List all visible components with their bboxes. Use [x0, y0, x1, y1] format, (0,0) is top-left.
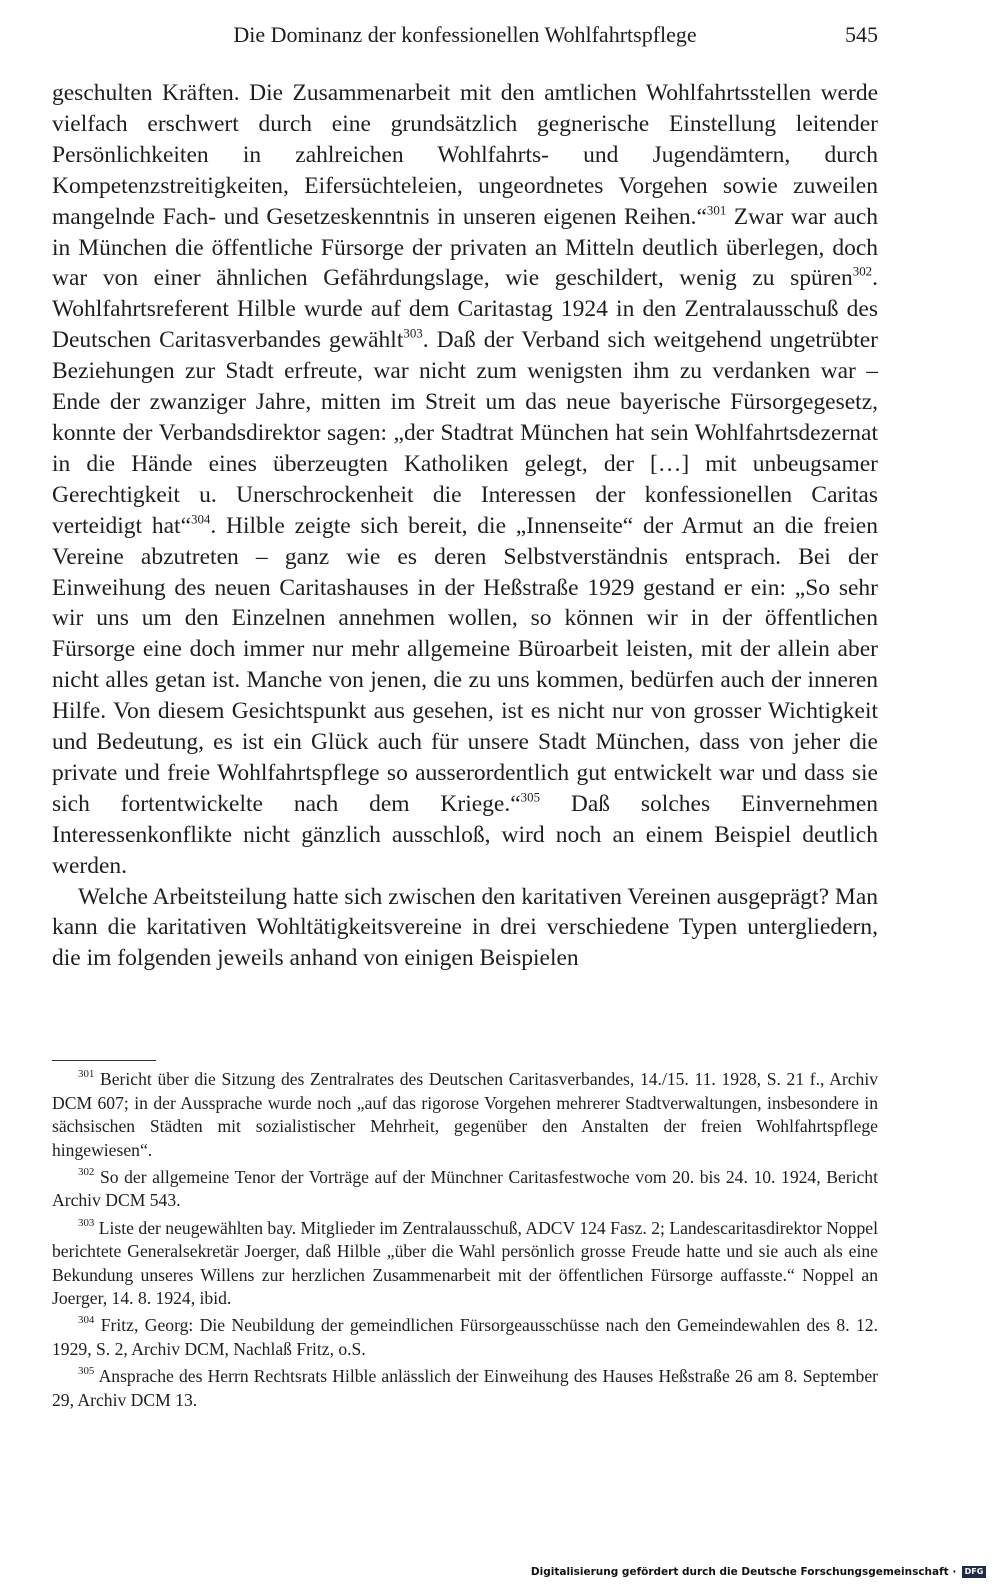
running-title: Die Dominanz der konfessionellen Wohlfahrtspflege [233, 22, 697, 47]
text-run: . Wohlfahrtsreferent Hilble wurde auf dem Caritastag 1924 in den Zentralausschuß des Deutschen Caritasverbandes gewählt [52, 265, 878, 354]
dfg-logo-icon: DFG [962, 1566, 986, 1578]
text-run: Daß solches Einvernehmen Interessenkonflikte nicht gänzlich ausschloß, wird noch an einem Beispiel deutlich werden. [52, 790, 878, 879]
footnote-number: 305 [78, 1365, 95, 1378]
footnote-number: 304 [78, 1314, 95, 1327]
footnote-303 [52, 1217, 878, 1311]
footnote-number: 303 [78, 1216, 95, 1229]
page-header [52, 18, 878, 52]
text-run: Zwar war auch in München die öffentliche Fürsorge der privaten an Mitteln deutlich überlegen, doch war von einer ähnlichen Gefährdungslage, wie geschildert, wenig zu spüren [52, 203, 878, 292]
footnote-divider [52, 1060, 156, 1061]
credit-text: Digitalisierung gefördert durch die Deutsche Forschungsgemeinschaft · [530, 1566, 957, 1578]
paragraph-2: Welche Arbeitsteilung hatte sich zwischen den karitativen Vereinen ausgeprägt? Man kann die karitativen Wohltätigkeitsvereine in drei verschiedene Typen untergliedern, die im folgenden jeweils anhand von einigen Beispielen [52, 883, 878, 972]
page-number: 545 [845, 22, 878, 47]
text-run: geschulten Kräften. Die Zusammenarbeit mit den amtlichen Wohlfahrtsstellen werde vielfach erschwert durch eine grundsätzlich gegnerische Einstellung leitender Persönlichkeiten in zahlreichen Wohlfahrts- und Jugendämtern, durch Kompetenzstreitigkeiten, Eifersüchteleien, ungeordnetes Vorgehen sowie zuweilen mangelnde Fach- und Gesetzeskenntnis in unseren eigenen Reihen.“ [52, 80, 878, 230]
footnote-text: Ansprache des Herrn Rechtsrats Hilble anlässlich der Einweihung des Hauses Heßstraße 26 am 8. September 29, Archiv DCM 13. [52, 1366, 878, 1410]
footnote-text: Liste der neugewählten bay. Mitglieder im Zentralausschuß, ADCV 124 Fasz. 2; Landescaritasdirektor Noppel berichtete Generalsekretär Joerger, daß Hilble „über die Wahl persönlich grosse Freude hatte und sie auch als eine Bekundung unseres Willens zur herzlichen Zusammenarbeit mit der öffentlichen Fürsorge auffasste.“ Noppel an Joerger, 14. 8. 1924, ibid. [52, 1217, 878, 1309]
footnote-ref-301: 301 [706, 202, 727, 218]
text-run: . Hilble zeigte sich bereit, die „Innenseite“ der Armut an die freien Vereine abzutreten – ganz wie es deren Selbstverständnis entsprach. Bei der Einweihung des neuen Caritashauses in der Heßstraße 1929 gestand er ein: „So sehr wir uns um den Einzelnen annehmen wollen, so können wir in der öffentlichen Fürsorge eine doch immer nur mehr allgemeine Büroarbeit leisten, mit der allein aber nicht alles getan ist. Manche von jenen, die zu uns kommen, bedürfen auch der inneren Hilfe. Von diesem Gesichtspunkt aus gesehen, ist es nicht nur von grosser Wichtigkeit und Bedeutung, es ist ein Glück auch für unsere Stadt München, dass von jeher die private und freie Wohlfahrtspflege so ausserordentlich gut entwickelt war und dass sie sich fortentwickelte nach dem Kriege.“ [52, 512, 878, 817]
footnote-302 [52, 1166, 878, 1213]
digitization-credit [531, 1564, 986, 1580]
footnote-ref-304: 304 [191, 511, 211, 527]
footnote-ref-305: 305 [520, 789, 541, 805]
footnote-305 [52, 1365, 878, 1412]
footnote-text: Bericht über die Sitzung des Zentralrates des Deutschen Caritasverbandes, 14./15. 11. 1928, S. 21 f., Archiv DCM 607; in der Aussprache wurde noch „auf das rigorose Vorgehen mehrerer Stadtverwaltungen, insbesondere in sächsischen Städten mit sozialistischer Mehrheit, gegenüber den Anstalten der freien Wohlfahrtspflege hingewiesen“. [52, 1069, 878, 1160]
footnote-text: Fritz, Georg: Die Neubildung der gemeindlichen Fürsorgeausschüsse nach den Gemeindewahlen des 8. 12. 1929, S. 2, Archiv DCM, Nachlaß Fritz, o.S. [52, 1315, 878, 1360]
footnote-304 [52, 1314, 878, 1361]
body-text [52, 78, 878, 974]
footnote-ref-302: 302 [852, 264, 873, 280]
text-run: . Daß der Verband sich weitgehend ungetrübter Beziehungen zur Stadt erfreute, war nicht zum wenigsten ihm zu verdanken war – Ende der zwanziger Jahre, mitten im Streit um das neue bayerische Fürsorgegesetz, konnte der Verbandsdirektor sagen: „der Stadtrat München hat sein Wohlfahrtsdezernat in die Hände eines überzeugten Katholiken gelegt, der […] mit unbeugsamer Gerechtigkeit u. Unerschrockenheit die Interessen der konfessionellen Caritas verteidigt hat“ [52, 327, 879, 539]
footnote-ref-303: 303 [403, 325, 423, 341]
paragraph-1 [52, 78, 878, 882]
footnotes [52, 1068, 878, 1416]
footnote-number: 302 [78, 1166, 95, 1179]
footnote-text: So der allgemeine Tenor der Vorträge auf der Münchner Caritasfestwoche vom 20. bis 24. 10. 1924, Bericht Archiv DCM 543. [52, 1166, 878, 1211]
footnote-number: 301 [78, 1068, 95, 1081]
footnote-301 [52, 1068, 878, 1162]
